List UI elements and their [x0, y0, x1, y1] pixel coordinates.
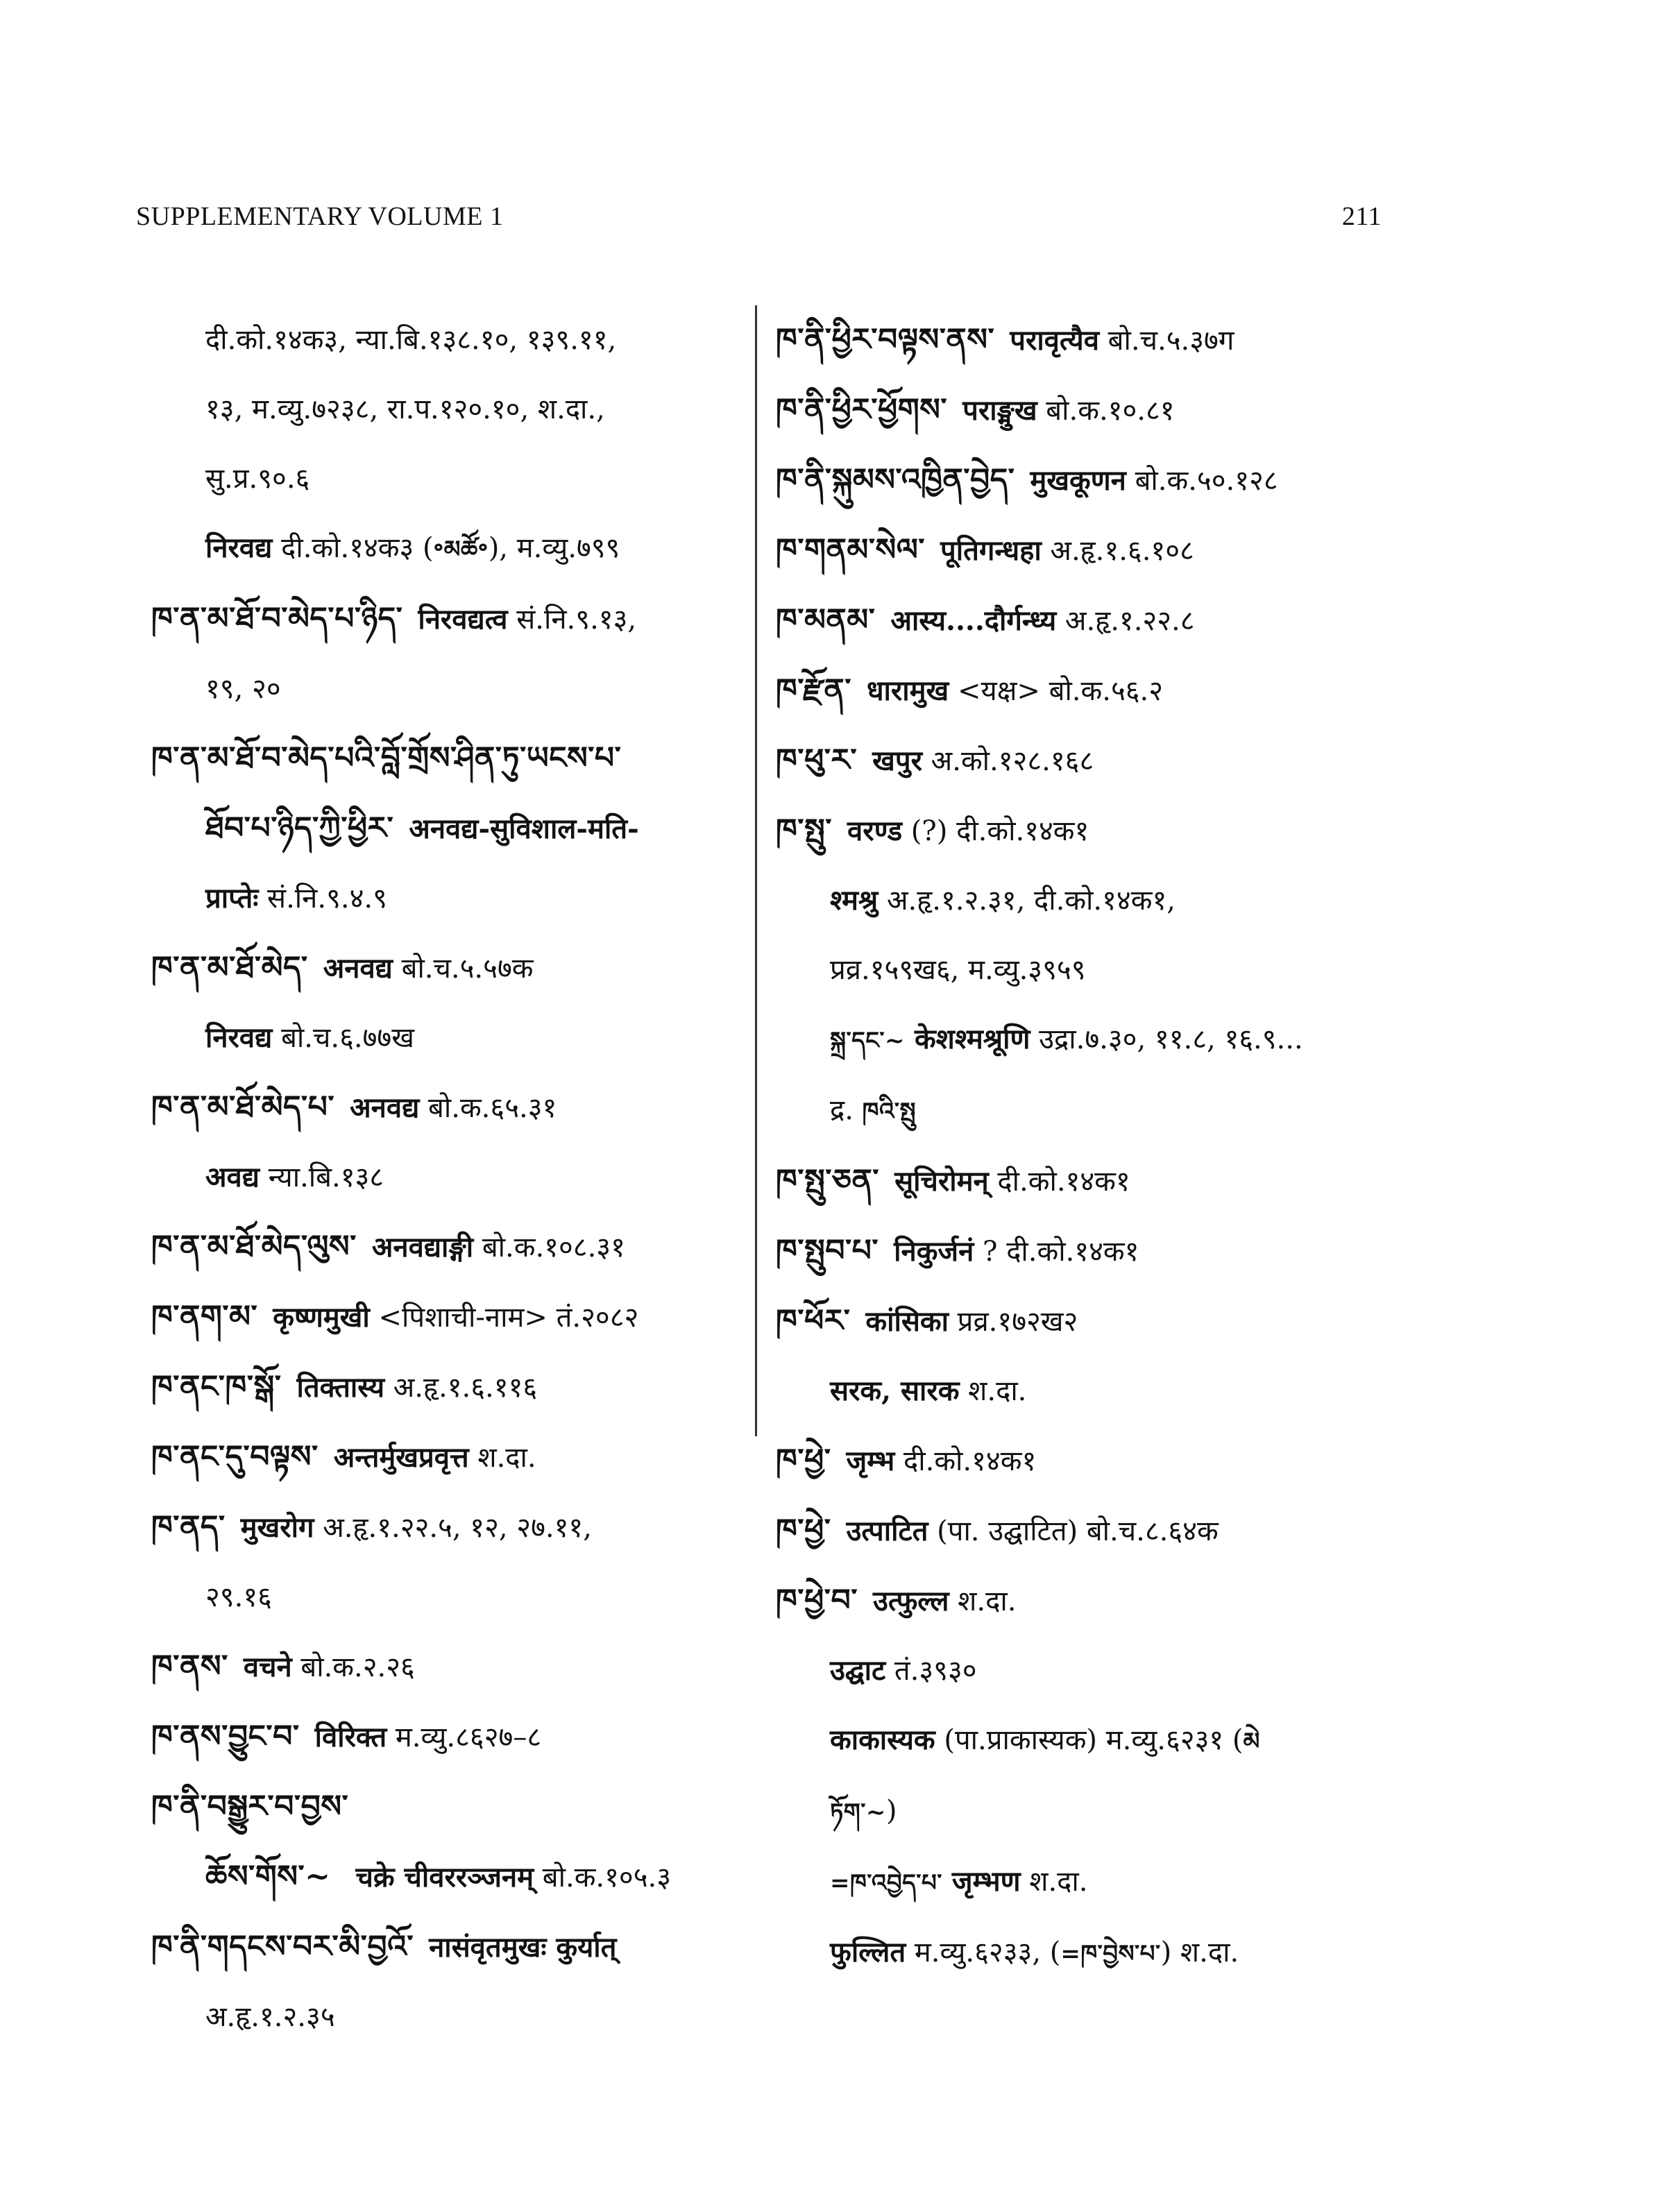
sanskrit-equivalent: सूचिरोमन्: [894, 1165, 989, 1198]
reference-text: बो.क.५०.१२८: [1126, 465, 1278, 497]
tibetan-headword: ཁ་ན་མ་ཐོ་མེད་: [151, 950, 308, 985]
reference-text: म.व्यु.८६२७–८: [387, 1721, 542, 1753]
reference-text: बो.क.१०.८१: [1037, 395, 1175, 427]
tibetan-headword: ཁ་ཕོར་: [776, 1303, 851, 1338]
entry-line: [151, 724, 749, 794]
reference-text: द्र.: [830, 1094, 863, 1126]
entry-line: [151, 1842, 749, 1912]
sanskrit-equivalent: जृम्भण: [942, 1865, 1021, 1898]
entry-line: [776, 656, 1400, 726]
tibetan-headword: ཁ་སྤུབ་པ་: [776, 1233, 879, 1268]
tibetan-headword: ཁ་ཕྱེ་: [776, 1513, 831, 1548]
reference-text: बो.क.६५.३१: [419, 1092, 557, 1124]
tibetan-headword: ཁ་ན་མ་ཐོ་མེད་པ་: [151, 1089, 335, 1125]
entry-line: [776, 1286, 1400, 1356]
sanskrit-equivalent: निरवद्य: [205, 1021, 273, 1054]
entry-line: [776, 445, 1400, 516]
sanskrit-equivalent: वचने: [243, 1651, 292, 1683]
tibetan-inline: =ཁ་འབྱེད་པ་: [830, 1869, 942, 1897]
sanskrit-equivalent: अवद्य: [205, 1161, 260, 1193]
entry-line: [151, 1282, 749, 1352]
reference-text: बो.च.५.५७क: [392, 953, 534, 985]
entry-line: [151, 1143, 749, 1212]
sanskrit-equivalent: उद्घाट: [830, 1654, 886, 1687]
entry-line: [151, 305, 749, 375]
sanskrit-equivalent: निरवद्यत्व: [418, 603, 508, 636]
entry-line: [151, 444, 749, 513]
reference-text: (पा.प्राकास्यक) म.व्यु.६२३१ (: [935, 1724, 1244, 1756]
tibetan-headword: ཁ་ནི་བསྒྱུར་བ་བྱས་: [151, 1789, 349, 1824]
reference-text: श.दा.: [959, 1375, 1027, 1407]
reference-text: अ.हृ.१.२२.८: [1056, 605, 1195, 637]
entry-line: [151, 1912, 749, 1982]
entry-line: [776, 1075, 1400, 1146]
tibetan-headword: ཆོས་གོས་~: [205, 1859, 331, 1894]
reference-text: १९, २०: [205, 673, 281, 705]
sanskrit-equivalent: सरक, सारक: [830, 1375, 960, 1407]
reference-text: अ.हृ.१.२.३५: [205, 2001, 335, 2033]
reference-text: अ.हृ.१.६.११६: [384, 1372, 538, 1404]
tibetan-inline: སྐྲ་དང་~: [830, 1027, 906, 1055]
sanskrit-equivalent: श्मश्रु: [830, 884, 879, 917]
entry-line: [151, 1563, 749, 1632]
sanskrit-equivalent: वरण्ड: [847, 815, 902, 847]
tibetan-headword: ཁ་ན་མ་ཐོ་བ་མེད་པའི་བློ་གྲོས་ཤིན་ཏུ་ཡངས་པ་: [151, 740, 622, 776]
reference-text: बो.क.१०८.३१: [473, 1232, 625, 1264]
entry-line: [776, 1496, 1400, 1566]
sanskrit-equivalent: अनवद्याङ्गी: [371, 1231, 474, 1264]
entry-line: [151, 1632, 749, 1702]
entry-line: [151, 654, 749, 724]
entry-line: [776, 1636, 1400, 1705]
reference-text: उद्रा.७.३०, ११.८, १६.९...: [1030, 1023, 1303, 1055]
reference-text: १३, म.व्यु.७२३८, रा.प.१२०.१०, श.दा.,: [205, 393, 605, 425]
tibetan-headword: ཁ་ན་མ་ཐོ་མེད་ལུས་: [151, 1229, 357, 1264]
sanskrit-equivalent: केशश्मश्रूणि: [905, 1023, 1030, 1055]
tibetan-headword: ཁ་སྤུ་ཅན་: [776, 1163, 880, 1198]
sanskrit-equivalent: अनवद्य: [323, 952, 393, 985]
tibetan-inline: ॰མཚོ॰: [433, 536, 489, 563]
tibetan-headword: ཁ་ན་མ་ཐོ་བ་མེད་པ་ཉིད་: [151, 601, 403, 636]
reference-text: बो.क.१०५.३: [534, 1862, 672, 1894]
entry-line: [776, 1705, 1400, 1776]
entry-line: [151, 794, 749, 864]
running-header: [136, 201, 1382, 232]
reference-text: (?) दी.को.१४क१: [901, 815, 1089, 847]
tibetan-headword: ཁ་ནི་སྐུམས་འཁྱིན་བྱེད་: [776, 462, 1015, 497]
tibetan-inline: ཏོག་~: [830, 1798, 886, 1826]
entry-line: [151, 1003, 749, 1073]
tibetan-inline: ཁའི་སྤུ: [862, 1098, 916, 1125]
entry-line: [776, 1776, 1400, 1847]
tibetan-headword: ཁ་ཕྱེ་བ་: [776, 1583, 858, 1618]
tibetan-headword: ཁ་ནང་ཁ་སྒོ་: [151, 1369, 282, 1404]
column-divider: [755, 305, 757, 1436]
running-title: SUPPLEMENTARY VOLUME 1: [136, 202, 504, 231]
tibetan-headword: ཁ་སྤུ་: [776, 813, 832, 848]
tibetan-headword: ཁ་ནད་: [151, 1509, 226, 1545]
entry-line: [151, 1772, 749, 1842]
reference-text: तं.३९३०: [885, 1655, 977, 1687]
reference-text: प्रव्र.१५९ख६, म.व्यु.३९५९: [830, 954, 1086, 986]
sanskrit-equivalent: पूतिगन्धहा: [940, 534, 1042, 567]
reference-text: २९.१६: [205, 1581, 272, 1613]
tibetan-headword: ཁ་ནས་བྱུང་བ་: [151, 1719, 300, 1754]
reference-text: बो.च.५.३७ग: [1098, 325, 1234, 357]
sanskrit-equivalent: चक्रे चीवररञ्जनम्: [346, 1861, 534, 1894]
entry-line: [776, 516, 1400, 586]
entry-line: [776, 1426, 1400, 1496]
tibetan-headword: ཁ་གནམ་སེལ་: [776, 532, 925, 568]
tibetan-headword: ཁ་ནག་མ་: [151, 1299, 258, 1334]
sanskrit-equivalent: काकास्यक: [830, 1724, 935, 1756]
sanskrit-equivalent: निकुर्जनं: [894, 1235, 974, 1268]
page-number: 211: [1341, 202, 1382, 231]
entry-line: [776, 586, 1400, 656]
tibetan-headword: ཐོབ་པ་ཉིད་ཀྱི་ཕྱིར་: [205, 810, 394, 846]
tibetan-headword: ཁ་ནི་ཕྱིར་ཕྱོགས་: [776, 392, 948, 427]
tibetan-inline: =ཁ་བྱེས་པ་: [1060, 1940, 1161, 1968]
entry-line: [151, 1352, 749, 1422]
tibetan-headword: ཁ་ཕུ་ར་: [776, 742, 858, 778]
reference-text: श.दा.: [468, 1442, 536, 1474]
entry-line: [151, 584, 749, 654]
reference-text: दी.को.१४क१: [988, 1166, 1130, 1198]
sanskrit-equivalent: खपुर: [872, 745, 922, 777]
reference-text: ): [885, 1795, 897, 1827]
entry-line: [776, 305, 1400, 375]
entry-line: [151, 375, 749, 444]
tibetan-headword: ཁ་ནས་: [151, 1649, 228, 1684]
entry-line: [776, 1918, 1400, 1989]
sanskrit-equivalent: तिक्तास्य: [296, 1371, 385, 1404]
sanskrit-equivalent: अनवद्य: [350, 1091, 420, 1124]
entry-line: [776, 1005, 1400, 1075]
entry-line: [776, 1847, 1400, 1918]
entry-line: [151, 513, 749, 584]
tibetan-headword: ཁ་ནི་ཕྱིར་བལྟས་ནས་: [776, 322, 995, 357]
sanskrit-equivalent: उत्फुल्ल: [872, 1585, 949, 1617]
reference-text: श.दा.: [1020, 1866, 1088, 1898]
sanskrit-equivalent: निरवद्य: [205, 531, 273, 564]
tibetan-headword: ཁ་ནང་དུ་བལྟས་: [151, 1439, 319, 1474]
entry-line: [776, 726, 1400, 796]
reference-text: बो.क.२.२६: [291, 1651, 415, 1683]
sanskrit-equivalent: परावृत्यैव: [1010, 324, 1099, 357]
sanskrit-equivalent: धारामुख: [866, 674, 949, 707]
reference-text: बो.च.६.७७ख: [272, 1022, 414, 1054]
sanskrit-equivalent: अनवद्य-सुविशाल-मति-: [409, 813, 639, 845]
left-column: [151, 305, 749, 2052]
reference-text: प्रव्र.१७२ख२: [948, 1306, 1078, 1338]
entry-line: [151, 1492, 749, 1563]
reference-text: ) श.दा.: [1160, 1937, 1239, 1968]
entry-line: [776, 1216, 1400, 1286]
sanskrit-equivalent: कांसिका: [865, 1305, 949, 1338]
sanskrit-equivalent: उत्पाटित: [846, 1515, 928, 1547]
sanskrit-equivalent: मुखकूणन: [1030, 464, 1126, 497]
reference-text: सं.नि.९.१३,: [507, 604, 637, 636]
entry-line: [776, 1146, 1400, 1216]
entry-line: [151, 1073, 749, 1143]
sanskrit-equivalent: कृष्णमुखी: [273, 1301, 370, 1334]
sanskrit-equivalent: जृम्भ: [846, 1445, 895, 1477]
reference-text: दी.को.१४क३ (: [272, 532, 434, 564]
reference-text: ), म.व्यु.७९९: [488, 532, 620, 564]
reference-text: श.दा.: [949, 1585, 1017, 1617]
reference-text: दी.को.१४क३, न्या.बि.१३८.१०, १३९.११,: [205, 324, 617, 356]
reference-text: अ.को.१२८.१६८: [922, 745, 1094, 777]
reference-text: सु.प्र.९०.६: [205, 463, 310, 495]
reference-text: म.व्यु.६२३३, (: [906, 1937, 1061, 1968]
entry-line: [776, 935, 1400, 1005]
tibetan-headword: ཁ་མནམ་: [776, 602, 876, 638]
right-column: [776, 305, 1400, 1989]
sanskrit-equivalent: विरिक्त: [314, 1721, 387, 1753]
reference-text: अ.हृ.१.२.३१, दी.को.१४क१,: [878, 885, 1176, 917]
entry-line: [151, 864, 749, 933]
entry-line: [776, 1356, 1400, 1426]
sanskrit-equivalent: आस्य....दौर्गन्ध्य: [890, 604, 1057, 637]
sanskrit-equivalent: अन्तर्मुखप्रवृत्त: [333, 1441, 469, 1474]
reference-text: (पा. उद्घाटित) बो.च.८.६४क: [928, 1515, 1219, 1547]
sanskrit-equivalent: मुखरोग: [240, 1511, 314, 1544]
entry-line: [776, 1566, 1400, 1636]
reference-text: दी.को.१४क१: [894, 1445, 1037, 1477]
sanskrit-equivalent: प्राप्तेः: [205, 882, 259, 914]
sanskrit-equivalent: नासंवृतमुखः कुर्यात्: [429, 1931, 617, 1964]
tibetan-headword: ཁ་ཕྱེ་: [776, 1443, 831, 1478]
entry-line: [151, 933, 749, 1003]
reference-text: अ.हृ.१.२२.५, १२, २७.११,: [314, 1512, 592, 1544]
entry-line: [151, 1212, 749, 1282]
entry-line: [776, 866, 1400, 935]
reference-text: ? दी.को.१४क१: [974, 1236, 1139, 1268]
tibetan-headword: ཁ་རྫོན་: [776, 672, 851, 708]
entry-line: [776, 796, 1400, 866]
reference-text: अ.हृ.१.६.१०८: [1041, 535, 1194, 567]
sanskrit-equivalent: फुल्लित: [830, 1936, 906, 1968]
sanskrit-equivalent: पराङ्मुख: [962, 394, 1037, 427]
reference-text: <पिशाची-नाम> तं.२०८२: [369, 1302, 639, 1334]
entry-line: [151, 1982, 749, 2052]
entry-line: [776, 375, 1400, 445]
reference-text: <यक्ष> बो.क.५६.२: [949, 675, 1164, 707]
tibetan-headword: ཁ་ནི་གདངས་བར་མི་བྱའོ་: [151, 1929, 414, 1964]
entry-line: [151, 1702, 749, 1772]
tibetan-inline: མེ: [1243, 1728, 1260, 1755]
entry-line: [151, 1422, 749, 1492]
reference-text: न्या.बि.१३८: [260, 1162, 384, 1193]
reference-text: सं.नि.९.४.९: [258, 883, 387, 914]
